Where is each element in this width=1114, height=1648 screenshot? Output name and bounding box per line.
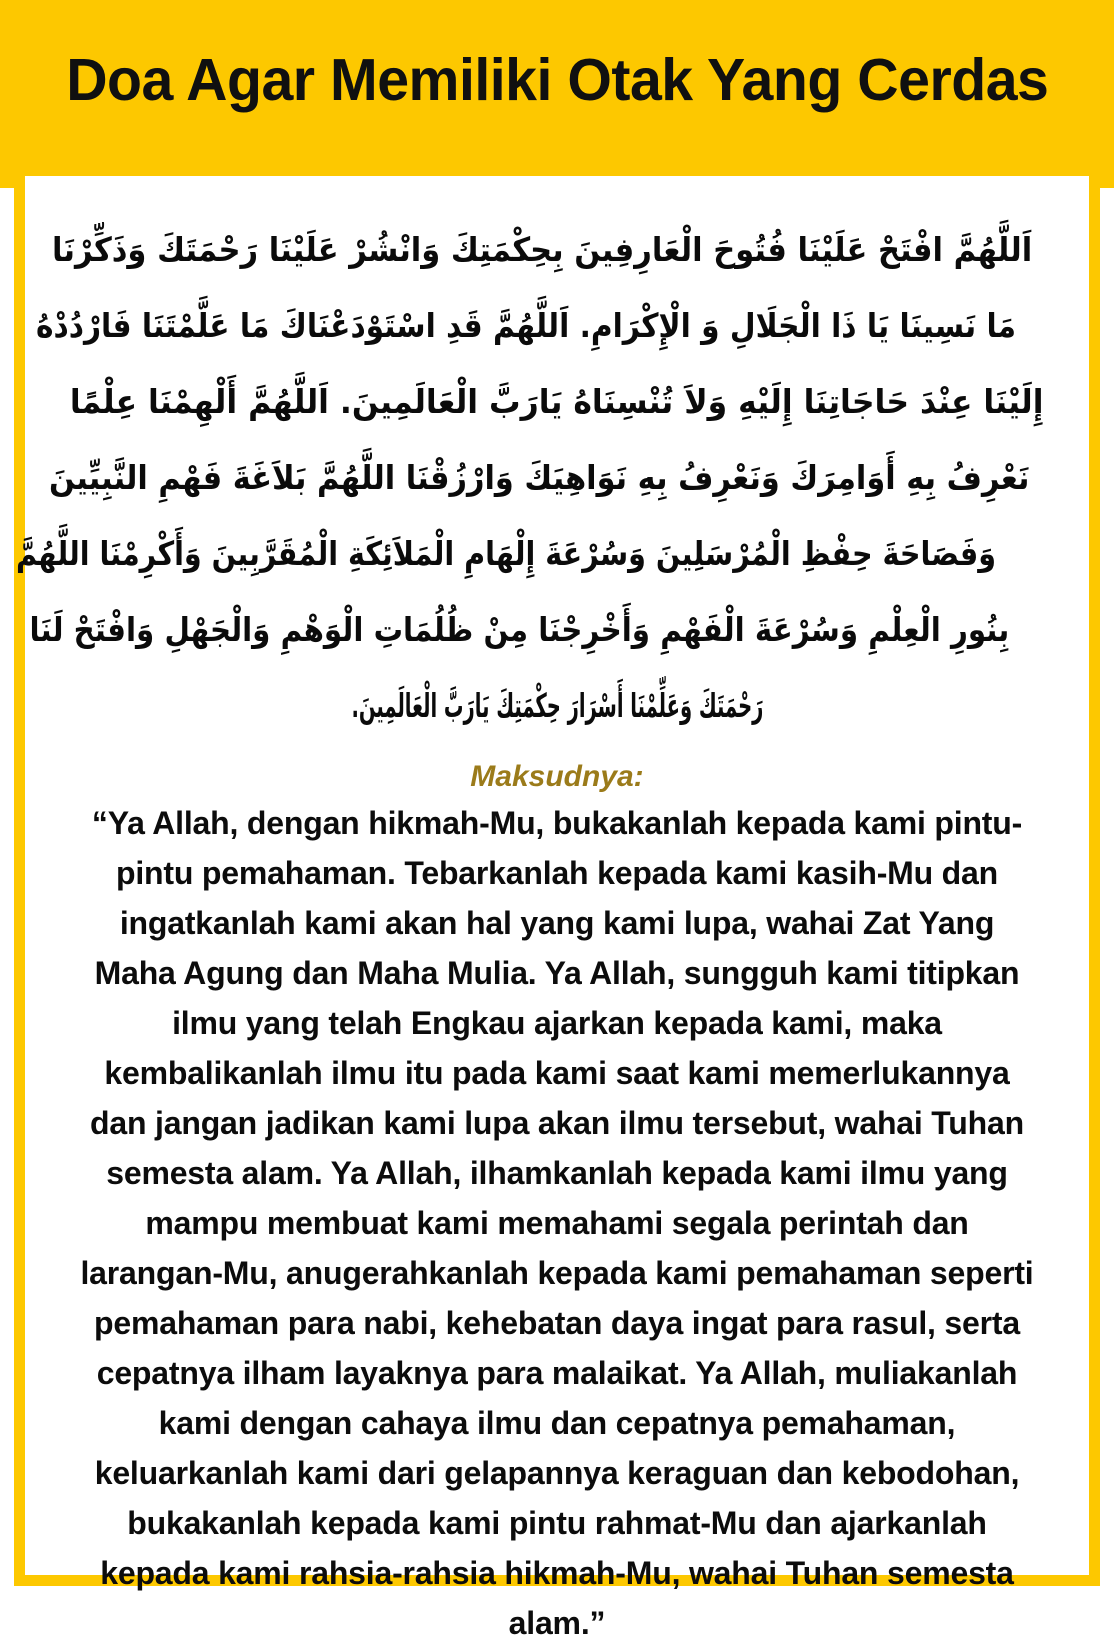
arabic-line: بِنُورِ الْعِلْمِ وَسُرْعَةَ الْفَهْمِ وَأَخْرِجْنَا مِنْ ظُلُمَاتِ الْوَهْمِ وَالْجَهْلِ وَافْتَحْ لَنَا	[29, 610, 1010, 649]
arabic-line: اَللَّهُمَّ افْتَحْ عَلَيْنَا فُتُوحَ الْعَارِفِينَ بِحِكْمَتِكَ وَانْشُرْ عَلَيْنَا رَحْمَتَكَ وَذَكِّرْنَا	[51, 230, 1033, 269]
header-banner	[0, 0, 1114, 176]
arabic-line: نَعْرِفُ بِهِ أَوَامِرَكَ وَنَعْرِفُ بِهِ نَوَاهِيَكَ وَارْزُقْنَا اللَّهُمَّ بَلاَغَةَ فَهْمِ النَّبِيِّينَ	[48, 458, 1030, 497]
arabic-line: إِلَيْنَا عِنْدَ حَاجَاتِنَا إِلَيْهِ وَلاَ تُنْسِنَاهُ يَارَبَّ الْعَالَمِينَ. اَللَّهُمَّ أَلْهِمْنَا عِلْمًا	[70, 382, 1044, 421]
arabic-prayer-block	[15, 212, 1071, 744]
arabic-line: مَا نَسِينَا يَا ذَا الْجَلَالِ وَ الْإِكْرَامِ. اَللَّهُمَّ قَدِ اسْتَوْدَعْنَاكَ مَا عَلَّمْتَنَا فَارْدُدْهُ	[35, 306, 1017, 345]
page-title: Doa Agar Memiliki Otak Yang Cerdas	[65, 47, 1049, 114]
arabic-line: رَحْمَتَكَ وَعَلِّمْنَا أَسْرَارَ حِكْمَتِكَ يَارَبَّ الْعَالَمِينَ.	[351, 686, 763, 725]
content-area	[15, 190, 1089, 1641]
arabic-line: وَفَصَاحَةَ حِفْظِ الْمُرْسَلِينَ وَسُرْعَةَ إِلْهَامِ الْمَلاَئِكَةِ الْمُقَرَّبِينَ وَأَكْرِمْنَا اللَّهُمَّ	[15, 534, 997, 573]
translation-heading: Maksudnya:	[470, 760, 644, 793]
translation-text: “Ya Allah, dengan hikmah-Mu, bukakanlah kepada kami pintu-pintu pemahaman. Tebarkanlah kepada kami kasih-Mu dan ingatkanlah kami akan hal yang kami lupa, wahai Zat Yang Maha Agung dan Maha Mulia. Ya Allah, sungguh kami titipkan ilmu yang telah Engkau ajarkan kepada kami, maka kembalikanlah ilmu itu pada kami saat kami memerlukannya dan jangan jadikan kami lupa akan ilmu tersebut, wahai Tuhan semesta alam. Ya Allah, ilhamkanlah kepada kami ilmu yang mampu membuat kami memahami segala perintah dan larangan-Mu, anugerahkanlah kepada kami pemahaman seperti pemahaman para nabi, kehebatan daya ingat para rasul, serta cepatnya ilham layaknya para malaikat. Ya Allah, muliakanlah kami dengan cahaya ilmu dan cepatnya pemahaman, keluarkanlah kami dari gelapannya keraguan dan kebodohan, bukakanlah kepada kami pintu rahmat-Mu dan ajarkanlah kepada kami rahsia-rahsia hikmah-Mu, wahai Tuhan semesta alam.”	[80, 805, 1034, 1641]
